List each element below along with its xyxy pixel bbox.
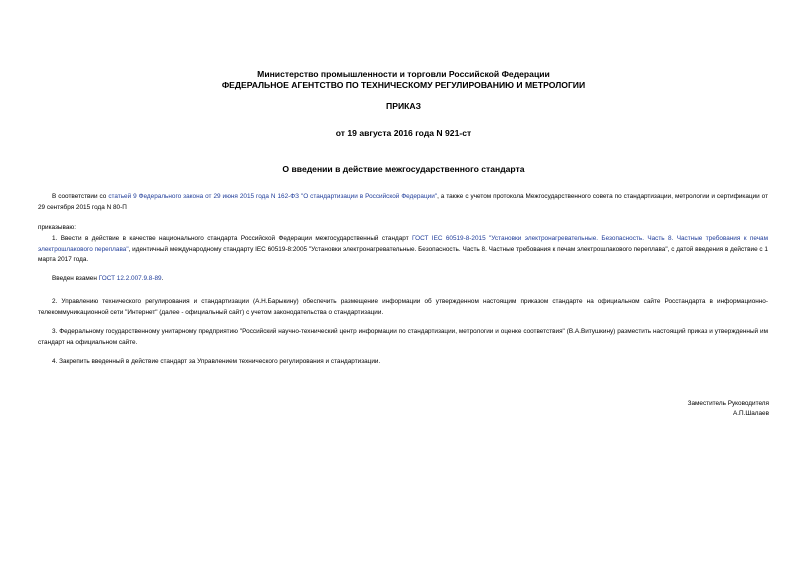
old-standard-link[interactable]: ГОСТ 12.2.007.9.8-89 (98, 275, 162, 282)
intro-prefix: В соответствии со (52, 193, 109, 200)
standard-link[interactable]: ГОСТ IEC 60519-8-2015 "Установки электронагревательные. Безопасность. Часть 8. Частные требования к печам электрошлакового переплава" (38, 235, 768, 253)
replaced-suffix: . (161, 275, 164, 282)
ministry-name: Министерство промышленности и торговли Российской Федерации (257, 69, 550, 79)
item-4-text: 4. Закрепить введенный в действие стандарт за Управлением технического регулирования и стандартизации. (52, 358, 381, 365)
signature-name: А.П.Шалаев (732, 410, 769, 417)
item-3-text: 3. Федеральному государственному унитарному предприятию "Российский научно-технический центр информации по стандартизации, метрологии и оценке соответствия" (В.А.Витушкину) разместить настоящий приказ и утвержденный им стандарт на официальном сайте. (38, 328, 768, 346)
item-3-paragraph (38, 327, 768, 348)
item-1-paragraph (38, 234, 768, 266)
signature-position: Заместитель Руководителя (687, 400, 769, 407)
law-article-link[interactable]: статьей 9 Федерального закона от 29 июня 2015 года N 162-ФЗ "О стандартизации в Российской Федерации" (108, 193, 438, 200)
item-1-suffix: , идентичный международному стандарту IEC 60519-8:2005 "Установки электронагревательные. Безопасность. Часть 8. Частные требования к печам электрошлакового переплава", с датой введения в действие с 1 марта 2017 года. (38, 245, 768, 263)
intro-paragraph (38, 192, 768, 213)
replaced-prefix: Введен взамен (52, 275, 99, 282)
agency-name: ФЕДЕРАЛЬНОЕ АГЕНТСТВО ПО ТЕХНИЧЕСКОМУ РЕГУЛИРОВАНИЮ И МЕТРОЛОГИИ (221, 80, 586, 90)
item-1-prefix: 1. Ввести в действие в качестве национального стандарта Российской Федерации межгосударственный стандарт (52, 235, 413, 242)
document-title: О введении в действие межгосударственного стандарта (282, 164, 525, 174)
item-2-text: 2. Управлению технического регулирования и стандартизации (А.Н.Барыкину) обеспечить размещение информации об утвержденном настоящим приказом стандарте на официальном сайте Росстандарта в информационно-телекоммуникационной сети "Интернет" (далее - официальный сайт) с учетом законодательства о стандартизации. (38, 298, 768, 316)
orders-word: приказываю: (38, 224, 76, 231)
item-2-paragraph (38, 297, 768, 318)
document-date: от 19 августа 2016 года N 921-ст (335, 128, 472, 138)
item-4-paragraph (38, 357, 768, 368)
document-type: ПРИКАЗ (386, 101, 421, 111)
replaced-paragraph (38, 274, 768, 285)
intro-suffix: , а также с учетом протокола Межгосударственного совета по стандартизации, метрологии и сертификации от 29 сентября 2015 года N 80-П (38, 193, 768, 211)
